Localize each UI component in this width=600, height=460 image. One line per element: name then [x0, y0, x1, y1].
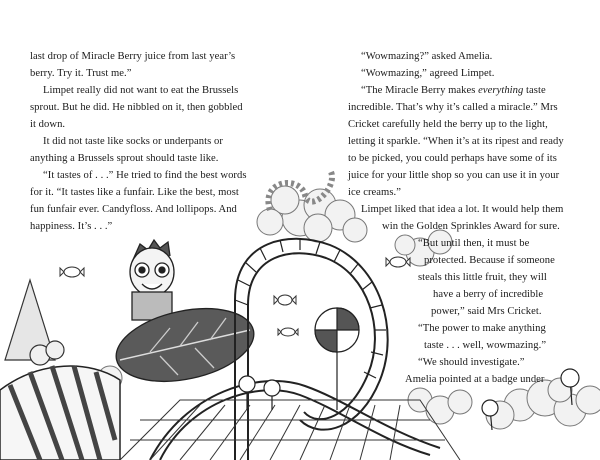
text-line: “The power to make anything [418, 323, 546, 334]
text-line: taste . . . well, wowmazing.” [424, 340, 547, 351]
ice-cream-cone [5, 280, 64, 365]
text-line: Amelia pointed at a badge under [405, 374, 545, 385]
text-line: ice creams.” [348, 187, 401, 198]
text-line-with-italic [361, 84, 546, 97]
text-line: Limpet really did not want to eat the Brussels [43, 85, 239, 96]
text-line: to be picked, you could perhaps have some of its [348, 153, 557, 164]
text-line: “We should investigate.” [418, 357, 525, 368]
text-line: win the Golden Sprinkles Award for sure. [382, 221, 560, 232]
text-line: juice for your little shop so you can use it in your [348, 170, 560, 181]
text-segment: taste [523, 85, 546, 96]
text-line: Cricket carefully held the berry up to the light, [348, 119, 548, 130]
text-line: for it. “It tastes like a funfair. Like the best, most [30, 187, 239, 198]
text-line: it down. [30, 119, 66, 130]
text-line: “It tastes of . . .” He tried to find the best words [43, 170, 247, 181]
striped-coaster [0, 366, 120, 460]
text-line: protected. Because if someone [424, 255, 555, 266]
text-line: “Wowmazing?” asked Amelia. [361, 51, 493, 62]
text-line: It did not taste like socks or underpants or [43, 136, 223, 147]
track-ties [235, 238, 386, 378]
text-line: berry. Try it. Trust me.” [30, 68, 132, 79]
text-segment: “The Miracle Berry makes [361, 85, 479, 96]
text-line: anything a Brussels sprout should taste like. [30, 153, 219, 164]
text-line: “Wowmazing,” agreed Limpet. [361, 68, 495, 79]
text-line: fun funfair ever. Candyfloss. And lollipops. And [30, 204, 237, 215]
text-line: steals this little fruit, they will [418, 272, 547, 283]
text-line: have a berry of incredible [433, 289, 544, 300]
text-line: “But until then, it must be [418, 238, 530, 249]
text-line: Limpet liked that idea a lot. It would help them [361, 204, 564, 215]
text-line: happiness. It’s . . .” [30, 221, 113, 232]
text-line: incredible. That’s why it’s called a miracle.” Mrs [348, 102, 558, 113]
text-line: sprout. But he did. He nibbled on it, then gobbled [30, 102, 243, 113]
text-line: last drop of Miracle Berry juice from last year’s [30, 51, 236, 62]
limpet-character [130, 240, 174, 320]
text-line: power,” said Mrs Cricket. [431, 306, 542, 317]
text-line: letting it sparkle. “When it’s at its ripest and ready [348, 136, 564, 147]
italic-word: everything [478, 85, 524, 96]
